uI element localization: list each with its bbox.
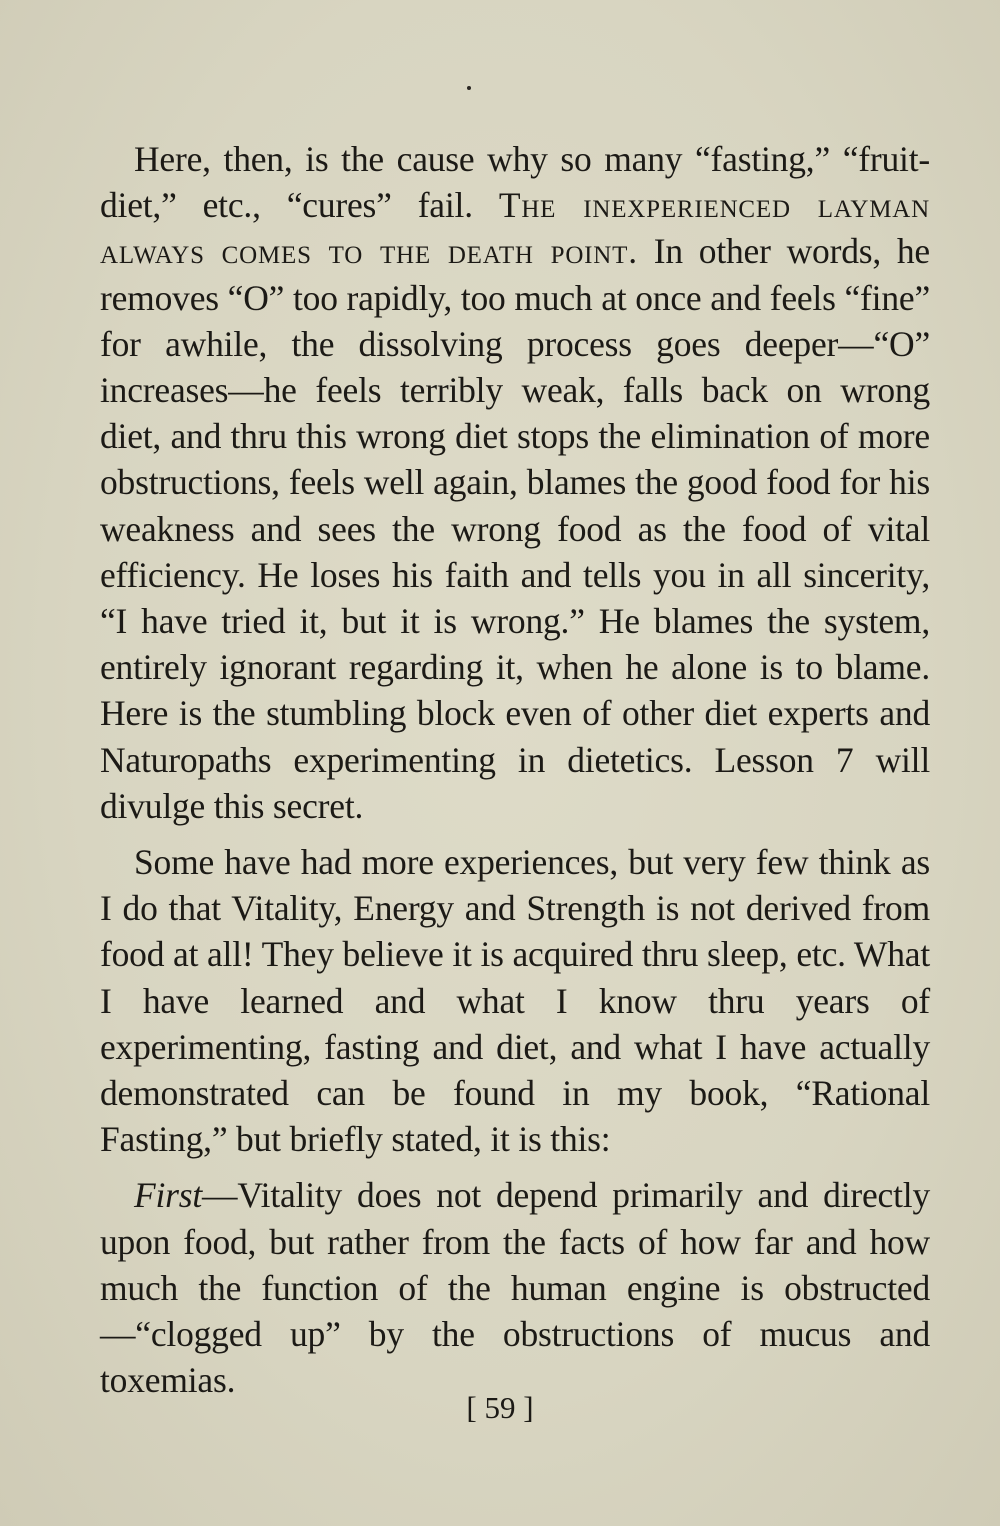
body-text xyxy=(100,136,930,1403)
paragraph-3-italic-lead: First xyxy=(134,1175,203,1216)
paragraph-2 xyxy=(100,839,930,1162)
paragraph-1 xyxy=(100,136,930,829)
page-number: [ 59 ] xyxy=(466,1390,534,1425)
printer-dot xyxy=(467,86,471,90)
paragraph-1-text-b: In other words, he removes “O” too rapidly, too much at once and feels “fine” for awhile, the dissolving process goes deeper—“O” increases—he feels terribly weak, falls back on wrong diet, and thru this wrong diet stops the elimination of more obstructions, feels well again, blames the good food for his weakness and sees the wrong food as the food of vital efficiency. He loses his faith and tells you in all sincerity, “I have tried it, but it is wrong.” He blames the system, entirely ignorant regarding it, when he alone is to blame. Here is the stumbling block even of other diet experts and Naturopaths experimenting in dietetics. Lesson 7 will divulge this secret. xyxy=(100,231,930,826)
paragraph-3-text: —Vitality does not depend primarily and directly upon food, but rather from the facts of how far and how much the function of the human engine is obstructed—“clogged up” by the obstructions of mucus and toxemias. xyxy=(100,1175,930,1401)
paragraph-1-small-caps: The inexperienced layman always comes to the death point. xyxy=(100,185,931,272)
paragraph-2-text: Some have had more experiences, but very few think as I do that Vitality, Energy and Strength is not derived from food at all! They believe it is acquired thru sleep, etc. What I have learned and what I know thru years of experimenting, fasting and diet, and what I have actually demonstrated can be found in my book, “Rational Fasting,” but briefly stated, it is this: xyxy=(100,842,930,1160)
paragraph-1-text-a: Here, then, is the cause why so many “fasting,” “fruit-diet,” etc., “cures” fail. xyxy=(100,139,930,226)
paragraph-3 xyxy=(100,1172,930,1403)
